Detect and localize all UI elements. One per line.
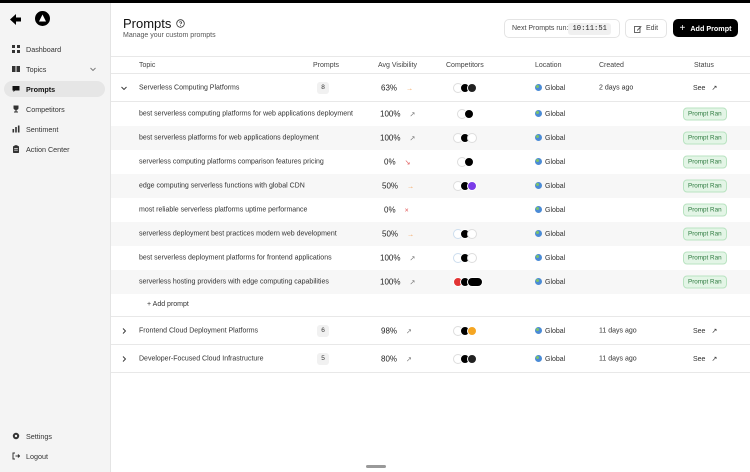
status-badge [683,228,727,241]
status-badge [683,180,727,193]
see-text: See [693,327,706,335]
prompt-count: 5 [317,353,329,365]
visibility-text: 98% [381,326,398,335]
page-subtitle: Manage your custom prompts [123,32,216,39]
sidebar-item-label: Settings [26,431,52,441]
add-prompt-button-label: Add Prompt [690,23,732,33]
status-badge [683,204,727,217]
visibility-text: 0% [384,205,396,215]
visibility-value [380,254,415,263]
sidebar-item-label: Sentiment [26,124,59,134]
table-row[interactable] [111,246,750,270]
competitor-icon [467,354,477,364]
location [535,182,565,190]
table-row[interactable] [111,74,750,102]
table-header [111,56,750,74]
status-text: Prompt Ran [683,180,727,193]
location [535,230,565,238]
edit-button-label: Edit [645,25,659,32]
next-run-label: Next Prompts run: [512,25,569,32]
page-title-text: Prompts [123,16,172,31]
logout-icon [11,452,20,461]
status-text: Prompt Ran [683,204,727,217]
location [535,158,565,166]
competitor-logos [453,83,474,93]
status-badge [683,132,727,145]
trend-none-icon: × [404,207,409,215]
vercel-icon [464,157,474,167]
location-text: Global [545,231,566,238]
external-link-icon: ↗ [711,355,718,363]
trend-up-icon: ↗ [406,328,412,335]
prompt-text: edge computing serverless functions with global CDN [139,182,305,190]
gear-icon [11,432,20,441]
status-text: Prompt Ran [683,132,727,145]
location-text: Global [545,135,566,142]
visibility-value [384,158,410,167]
competitor-logos [457,109,471,119]
status-badge [683,108,727,121]
edit-button[interactable] [625,19,667,38]
location-text: Global [545,183,566,190]
column-header-location[interactable]: Location [535,62,562,69]
location [535,84,565,92]
sidebar-item-topics[interactable] [4,61,105,77]
prompt-count-badge [317,82,329,94]
globe-icon [535,254,542,261]
globe-icon [535,206,542,213]
topic-name: Frontend Cloud Deployment Platforms [139,327,259,334]
trend-right-icon: → [407,231,415,239]
globe-icon [535,182,542,189]
visibility-text: 100% [380,277,401,287]
created-date: 2 days ago [599,84,634,91]
plus-icon: + [679,22,686,34]
trend-right-icon: → [406,85,414,92]
chevron-right-icon[interactable] [120,327,128,335]
globe-icon [535,84,542,91]
visibility-value [380,134,415,143]
visibility-text: 0% [384,157,396,167]
globe-icon [535,134,542,141]
external-link-icon: ↗ [711,84,718,92]
location-text: Global [545,207,566,214]
see-link[interactable] [693,355,717,363]
trend-up-icon: ↗ [409,279,416,287]
location-text: Global [545,159,566,166]
table-row[interactable] [111,317,750,345]
next-run-indicator [504,19,620,38]
sidebar-item-settings[interactable] [4,428,105,444]
status-text: Prompt Ran [683,108,727,121]
status-text: Prompt Ran [683,228,727,241]
visibility-text: 100% [380,253,401,263]
arrow-left-icon[interactable] [9,13,22,26]
location [535,206,565,214]
table-row[interactable] [111,126,750,150]
table-row[interactable] [111,198,750,222]
prompt-text: most reliable serverless platforms uptime performance [139,206,308,214]
visibility-text: 50% [382,181,399,191]
prompt-text: best serverless deployment platforms for frontend applications [139,254,332,262]
globe-icon [535,110,542,117]
sidebar-item-label: Topics [26,64,47,74]
location-text: Global [545,84,566,92]
visibility-value [381,326,412,335]
sidebar-item-sentiment[interactable] [4,121,105,137]
bar-chart-icon [11,125,20,134]
triangle-logo-icon [35,11,50,26]
status-text: Prompt Ran [683,156,727,169]
column-header-status[interactable]: Status [694,62,714,69]
prompt-text: serverless computing platforms comparison features pricing [139,158,324,166]
sidebar-item-action-center[interactable] [4,141,105,157]
visibility-text: 100% [380,109,401,119]
prompt-count: 6 [317,325,329,337]
competitor-logos [453,277,480,287]
column-header-topic[interactable]: Topic [139,62,156,69]
column-header-competitors[interactable]: Competitors [446,62,484,69]
competitor-logos [453,181,474,191]
table-row[interactable] [111,150,750,174]
column-header-prompts[interactable]: Prompts [313,62,340,69]
visibility-value [382,230,414,239]
prompt-count-badge [317,353,329,365]
prompt-count: 8 [317,82,329,94]
topic-name: Serverless Computing Platforms [139,84,240,91]
next-run-time: 10:11:51 [568,23,611,35]
prompt-text: serverless deployment best practices modern web development [139,230,337,238]
location-text: Global [545,255,566,262]
trend-up-icon: ↗ [406,356,412,363]
sidebar-item-label: Action Center [26,144,70,154]
status-badge [683,276,727,289]
globe-icon [535,355,542,362]
grid-icon [11,45,20,54]
visibility-text: 80% [381,354,398,363]
location-text: Global [545,327,566,335]
status-badge [683,252,727,265]
column-header-visibility[interactable]: Avg Visibility [378,62,418,69]
table-row[interactable] [111,102,750,126]
sidebar-bottom-nav [4,428,105,468]
sidebar-item-label: Logout [26,451,48,461]
prompt-text: best serverless computing platforms for web applications deployment [139,110,353,118]
add-prompt-button[interactable] [673,19,738,37]
location [535,355,565,363]
competitor-icon [467,326,477,336]
competitor-logos [453,326,474,336]
location [535,278,565,286]
sidebar-item-prompts[interactable] [4,81,105,97]
chevron-right-icon[interactable] [120,355,128,363]
book-icon [11,65,20,74]
app-frame [0,3,750,472]
status-text: Prompt Ran [683,276,727,289]
sidebar-nav [4,41,105,161]
table-row[interactable] [111,270,750,294]
table-row[interactable] [111,174,750,198]
aws-icon [467,253,477,263]
globe-icon [535,327,542,334]
aws-icon [467,229,477,239]
sidebar-item-label: Prompts [26,84,56,94]
created-date: 11 days ago [599,327,637,334]
chevron-down-icon[interactable] [89,65,97,73]
location [535,327,565,335]
globe-icon [535,230,542,237]
trend-up-icon: ↗ [409,255,416,263]
column-header-created[interactable]: Created [599,62,624,69]
chevron-down-icon[interactable] [120,84,128,92]
location [535,110,565,118]
location-text: Global [545,279,566,286]
competitor-logos [453,229,474,239]
location [535,254,565,262]
see-text: See [693,355,706,363]
visibility-value [380,110,415,119]
visibility-value [380,278,415,287]
prompt-count-badge [317,325,329,337]
trend-up-icon: ↗ [409,111,416,119]
prompt-text: serverless hosting providers with edge computing capabilities [139,278,329,286]
sidebar-item-competitors[interactable] [4,101,105,117]
see-text: See [693,84,706,92]
prompts-table [111,56,750,373]
scroll-handle[interactable] [366,465,386,468]
see-link[interactable] [693,327,717,335]
visibility-text: 50% [382,229,399,239]
trend-down-icon: ↘ [404,159,411,167]
visibility-value [382,182,414,191]
logo-row [9,11,109,27]
competitor-icon [467,277,483,287]
competitor-icon [467,181,477,191]
prompt-text: best serverless platforms for web applications deployment [139,134,319,142]
competitor-logos [453,253,474,263]
vercel-icon [464,109,474,119]
status-badge [683,156,727,169]
competitor-logos [457,157,471,167]
table-row[interactable] [111,345,750,373]
visibility-value [384,206,409,215]
add-prompt-link[interactable]: + Add prompt [147,301,189,308]
trend-right-icon: → [407,183,415,191]
topic-name: Developer-Focused Cloud Infrastructure [139,355,264,362]
visibility-text: 100% [380,133,401,143]
google-icon [467,133,477,143]
visibility-value [381,354,412,363]
clipboard-icon [11,145,20,154]
globe-icon [535,158,542,165]
status-text: Prompt Ran [683,252,727,265]
location-text: Global [545,355,566,363]
see-link[interactable] [693,84,717,92]
competitor-icon [467,83,477,93]
sidebar-item-dashboard[interactable] [4,41,105,57]
sidebar-item-logout[interactable] [4,448,105,464]
edit-icon [634,25,642,33]
globe-icon [535,278,542,285]
competitor-logos [453,133,474,143]
chat-icon [11,85,20,94]
trophy-icon [11,105,20,114]
visibility-text: 63% [381,83,398,92]
created-date: 11 days ago [599,355,637,362]
add-prompt-row[interactable] [111,294,750,317]
sidebar [0,3,111,472]
location-text: Global [545,111,566,118]
competitor-logos [453,354,474,364]
sidebar-item-label: Competitors [26,104,65,114]
external-link-icon: ↗ [711,327,718,335]
trend-up-icon: ↗ [409,135,416,143]
main-content [111,3,750,472]
location [535,134,565,142]
add-prompt-text: Add prompt [152,301,189,308]
help-icon[interactable] [176,19,185,28]
sidebar-item-label: Dashboard [26,44,62,54]
table-row[interactable] [111,222,750,246]
visibility-value [381,83,413,92]
page-title [123,16,185,31]
